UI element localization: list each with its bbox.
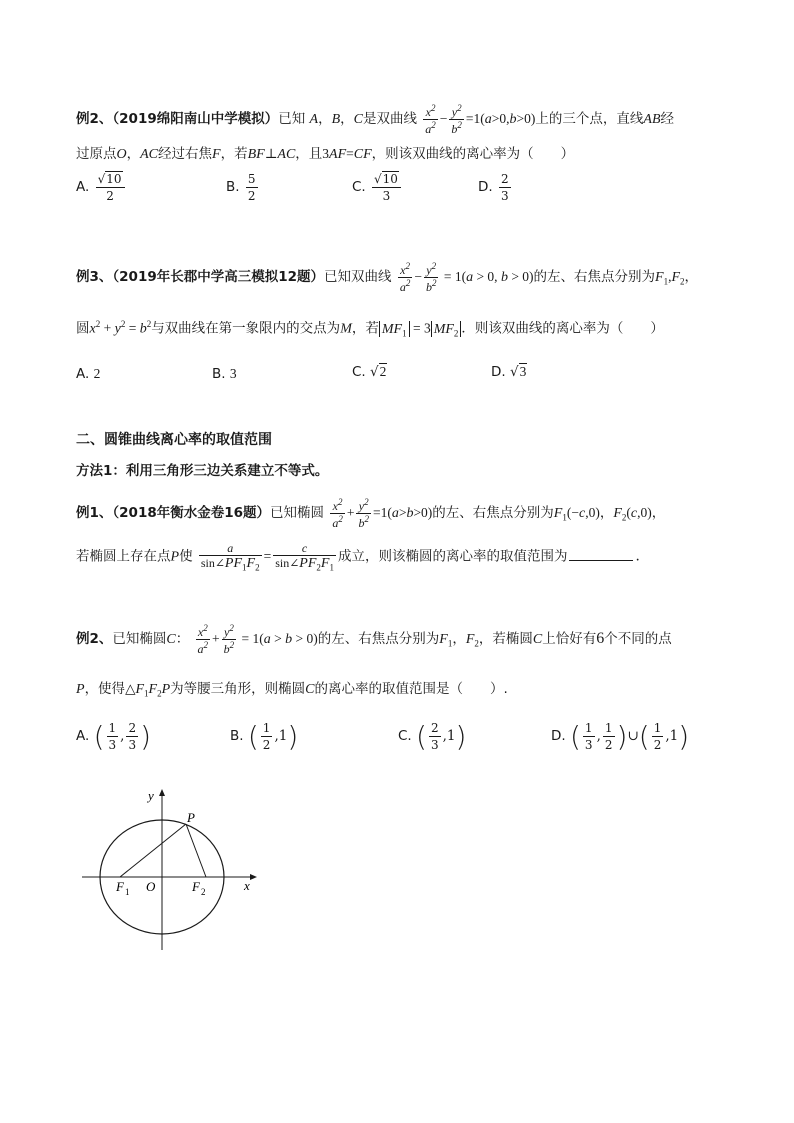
ex2b-label: 例2、 (76, 631, 113, 647)
ex3-option-b[interactable]: B. 3 (212, 366, 237, 382)
label-x: x (244, 878, 250, 893)
ex2b-option-d[interactable]: D. ( $\frac{1}{3}$ , $\frac{1}{2}$ )∪( $\frac{1}{2}$ ,1) (551, 720, 690, 753)
label-f2: F (192, 879, 200, 894)
ex3-line2: 圆$x^2 + y^2 = b^2$与双曲线在第一象限内的交点为M，若 $MF_1 = 3$ $MF_2$ ．则该双曲线的离心率为（ ） (76, 319, 664, 339)
ex2a-option-a[interactable]: A. $\frac{√10}{2}$ (76, 172, 127, 203)
segment-f1-p (120, 824, 186, 877)
method1-heading: 方法1：利用三角形三边关系建立不等式。 (76, 463, 329, 479)
ex1-label: 例1、 (76, 505, 113, 521)
ex2b-line2: P，使得$\triangle F_1F_2P$为等腰三角形，则椭圆C的离心率的取值范围是（ ）. (76, 681, 508, 699)
ex3-line1: 例3、（2019年长郡中学高三模拟12题）已知双曲线 $\frac{x^2}{a^2}$ − $\frac{y^2}{b^2}$ = 1(a > 0, b > 0)的左、右焦点分别为$F_1,F_2$， (76, 261, 699, 294)
ex2a-text: 已知 (278, 111, 306, 127)
ex2a-line1: 例2、（2019绵阳南山中学模拟）已知 A，B，C是双曲线 $\frac{x^2}{a^2}$ − $\frac{y^2}{b^2}$ =1(a>0,b>0)上的三个点，直线AB经 (76, 103, 674, 136)
ex2b-line1: 例2、已知椭圆C： $\frac{x^2}{a^2}$ + $\frac{y^2}{b^2}$ = 1(a > b > 0)的左、右焦点分别为$F_1$，$F_2$，若椭圆C上恰好有6个不同的点 (76, 623, 672, 656)
ex3-option-a[interactable]: A. 2 (76, 366, 101, 382)
answer-blank[interactable] (569, 560, 633, 561)
segment-p-f2 (186, 824, 206, 877)
ex1-line1: 例1、（2018年衡水金卷16题）已知椭圆 $\frac{x^2}{a^2}$ + $\frac{y^2}{b^2}$ =1(a>b>0)的左、右焦点分别为$F_1(-c,0)$，$F_2(c,0)$， (76, 497, 666, 530)
ex3-label: 例3、 (76, 269, 113, 285)
ellipse-figure (76, 782, 276, 952)
ex2a-option-d[interactable]: D. $\frac{2}{3}$ (478, 172, 509, 203)
label-f1: F (116, 879, 124, 894)
ex2a-line2: 过原点O，AC经过右焦F，若BF⊥AC，且3AF=CF，则该双曲线的离心率为（ ） (76, 146, 575, 162)
ex2b-option-c[interactable]: C. ( $\frac{2}{3}$ ,1) (398, 720, 467, 753)
ex2a-option-b[interactable]: B. $\frac{5}{2}$ (226, 172, 256, 203)
label-f1-sub: 1 (125, 887, 130, 897)
ex2a-option-c[interactable]: C. $\frac{√10}{3}$ (352, 172, 403, 203)
ex1-source: （2018年衡水金卷16题） (112, 505, 271, 521)
ex2a-label: 例2、 (76, 111, 113, 127)
ex3-option-d[interactable]: D. √3 (491, 364, 527, 380)
label-o: O (146, 879, 156, 894)
section2-title: 二、圆锥曲线离心率的取值范围 (76, 432, 272, 448)
ex2b-option-b[interactable]: B. ( $\frac{1}{2}$ ,1) (230, 720, 299, 753)
label-p: P (187, 810, 195, 825)
ex3-option-c[interactable]: C. √2 (352, 364, 387, 380)
ex2b-option-a[interactable]: A. ( $\frac{1}{3}$ , $\frac{2}{3}$ ) (76, 720, 152, 753)
frac-x2-a2: $\frac{x^2}{a^2}$ (425, 103, 436, 136)
label-y: y (148, 788, 154, 803)
ex1-line2: 若椭圆上存在点P使 $\frac{a}{\sin\angle PF_1F_2}$ = $\frac{c}{\sin\angle PF_2F_1}$ 成立，则该椭圆的离心率的取值范围为 . (76, 541, 640, 573)
label-f2-sub: 2 (201, 887, 206, 897)
ex2a-source: （2019绵阳南山中学模拟） (112, 111, 279, 127)
ex3-source: （2019年长郡中学高三模拟12题） (112, 269, 325, 285)
